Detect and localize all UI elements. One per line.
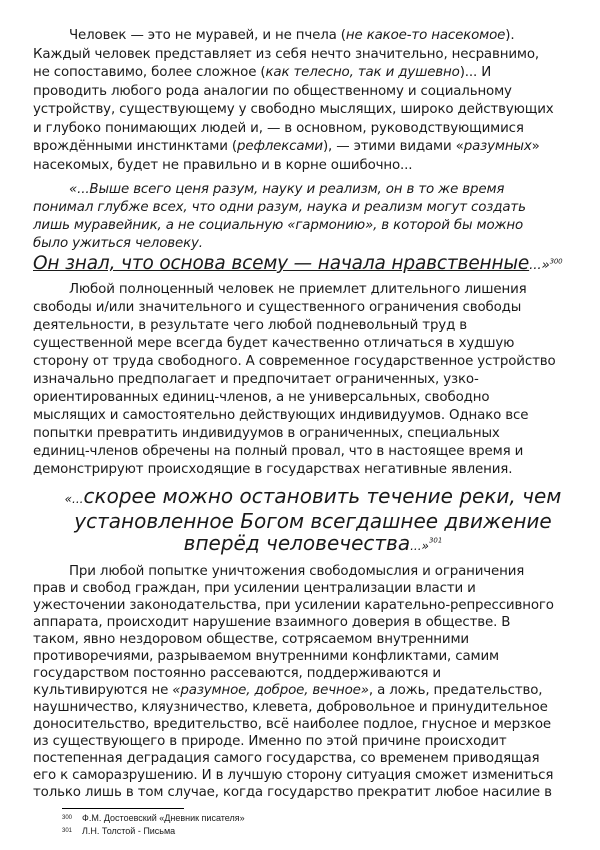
text-segment: рефлексами [237, 139, 323, 154]
footnote-separator [62, 808, 184, 809]
footnote-300 [62, 812, 593, 825]
quote-tolstoy [33, 485, 593, 557]
text-line [33, 425, 593, 443]
text-segment: было ужиться человеку. [33, 236, 203, 251]
text-line [33, 138, 593, 157]
text-segment: не какое-то насекомое [345, 28, 506, 43]
text-line [33, 120, 593, 139]
text-segment: скорее можно остановить течение реки, чем [83, 484, 562, 508]
footnote-reference: 301 [428, 536, 443, 545]
quote-dostoevsky [33, 181, 593, 277]
text-line [33, 217, 593, 235]
text-segment: «... [64, 492, 84, 506]
text-line [33, 614, 593, 631]
text-segment: Каждый человек представляет из себя нечто значительно, несравнимо, [33, 46, 539, 62]
text-segment: ), — этими видами « [322, 139, 464, 154]
text-segment: не сопоставимо, более сложное ( [33, 65, 266, 80]
text-line [33, 597, 593, 614]
text-segment: ). [505, 28, 515, 43]
text-segment: ...» [410, 539, 429, 553]
text-segment: разумных [463, 139, 532, 154]
text-segment: Любой полноценный человек не приемлет длительного лишения [69, 282, 527, 297]
text-line [33, 335, 593, 353]
text-line [33, 317, 593, 335]
footnote-text: Ф.М. Достоевский «Дневник писателя» [82, 813, 245, 823]
text-segment: Человек — это не муравей, и не пчела ( [69, 28, 346, 43]
text-line [33, 682, 593, 699]
text-segment: мыслящих и самостоятельно действующих индивидуумов. Однако все [33, 408, 529, 423]
text-line [33, 299, 593, 317]
text-segment: наушничество, кляузничество, клевета, добровольное и принудительное [33, 700, 548, 715]
text-line [33, 532, 593, 557]
document-page [33, 27, 593, 837]
footnote-301 [62, 825, 593, 838]
text-segment: существенной мере всегда будет качественно отличаться в худшую [33, 336, 515, 351]
text-segment: доносительство, вредительство, всё наиболее подлое, гнусное и мерзкое [33, 717, 552, 732]
text-line [33, 648, 593, 665]
text-line [33, 64, 593, 83]
text-line [33, 281, 593, 299]
text-segment: деятельности, в результате чего любой подневольный труд в [33, 318, 468, 333]
text-segment: » [531, 139, 540, 154]
text-segment: изначально предполагает и предпочитает ограниченных, узко- [33, 372, 479, 387]
text-segment: установленное Богом всегдашнее движение [74, 509, 552, 533]
text-segment: противоречиями, разрываемом внутренними конфликтами, самим [33, 649, 499, 664]
paragraph-3 [33, 563, 593, 801]
text-segment: аппарата, происходит нарушение взаимного доверия в обществе. В [33, 615, 511, 630]
text-line [33, 46, 593, 65]
text-segment: только лишь в том случае, когда государство прекратит любое насилие в [33, 785, 552, 800]
text-segment: ...» [529, 258, 550, 273]
text-line [33, 767, 593, 784]
text-segment: государством постоянно рассеваются, поддерживаются и [33, 666, 441, 681]
text-line [33, 461, 593, 479]
text-line [33, 181, 593, 199]
text-segment: прав и свобод граждан, при усилении централизации власти и [33, 581, 476, 596]
text-segment: лишь муравейник, а не социальную «гармонию», в которой бы можно [33, 218, 524, 233]
text-line [33, 665, 593, 682]
text-segment: как телесно, так и душевно [265, 65, 460, 80]
text-segment: единиц-членов обречены на полный провал, что в настоящее время и [33, 444, 524, 459]
text-segment: понимал глубже всех, что одни разум, наука и реализм могут создать [33, 200, 526, 215]
text-segment: попытки превратить индивидуумов в ограниченных, специальных [33, 426, 500, 441]
text-segment: ужесточении законодательства, при усилении карательно-репрессивного [33, 598, 554, 613]
text-line [33, 407, 593, 425]
text-line [33, 235, 593, 253]
footnote-reference: 300 [549, 257, 563, 266]
text-segment: культивируются не [33, 683, 173, 698]
text-line [33, 83, 593, 102]
text-line [33, 580, 593, 597]
paragraph-1 [33, 27, 593, 175]
text-line [33, 27, 593, 46]
text-segment: проводить любого рода аналогии по общественному и социальному [33, 83, 512, 99]
text-segment: «разумное, доброе, вечное» [172, 683, 369, 698]
text-segment: его к саморазрушению. И в лучшую сторону ситуация сможет измениться [33, 768, 554, 783]
text-line [33, 510, 593, 532]
text-line [33, 563, 593, 580]
text-segment: ориентированных единиц-членов, а не универсальных, свободно [33, 390, 490, 405]
text-line [33, 716, 593, 733]
text-line [33, 199, 593, 217]
text-line [33, 157, 593, 176]
text-segment: врождёнными инстинктами ( [33, 139, 237, 154]
text-line [33, 443, 593, 461]
text-segment: постепенная деградация самого государства, со временем приводящая [33, 751, 540, 766]
text-line [33, 253, 593, 277]
text-line [33, 699, 593, 716]
footnote-number: 301 [62, 827, 73, 834]
footnote-text: Л.Н. Толстой - Письма [82, 825, 176, 836]
text-line [33, 485, 593, 510]
footnote-number: 300 [62, 815, 73, 821]
text-segment: из существующего в природе. Именно по этой причине происходит [33, 734, 507, 749]
text-segment: свободы и/или значительного и существенного ограничения свободы [33, 300, 522, 315]
text-segment: )... И [459, 65, 492, 80]
text-line [33, 784, 593, 801]
text-line [33, 371, 593, 389]
text-segment: «...Выше всего ценя разум, науку и реализм, он в то же время [69, 182, 505, 197]
text-segment: таком, явно нездоровом обществе, сотрясаемом внутренними [33, 632, 469, 647]
footnotes [62, 812, 593, 837]
text-segment: устройству, существующему у свободно мыслящих, широко действующих [33, 102, 554, 117]
text-segment: насекомых, будет не правильно и в корне ошибочно... [33, 157, 413, 173]
text-line [33, 353, 593, 371]
text-segment: При любой попытке уничтожения свободомыслия и ограничения [69, 564, 525, 579]
paragraph-2 [33, 281, 593, 479]
text-segment: и глубоко понимающих людей и, — в основном, руководствующимися [33, 120, 524, 136]
text-segment: сторону от труда свободного. А современное государственное устройство [33, 354, 556, 369]
text-line [33, 733, 593, 750]
text-line [33, 101, 593, 120]
text-segment: демонстрируют происходящие в государствах негативные явления. [33, 462, 513, 477]
text-segment: , а ложь, предательство, [368, 683, 543, 698]
text-line [33, 389, 593, 407]
text-segment: вперёд человечества [183, 531, 411, 555]
text-segment: Он знал, что основа всему — начала нравственные [33, 253, 530, 274]
text-line [33, 631, 593, 648]
text-line [33, 750, 593, 767]
